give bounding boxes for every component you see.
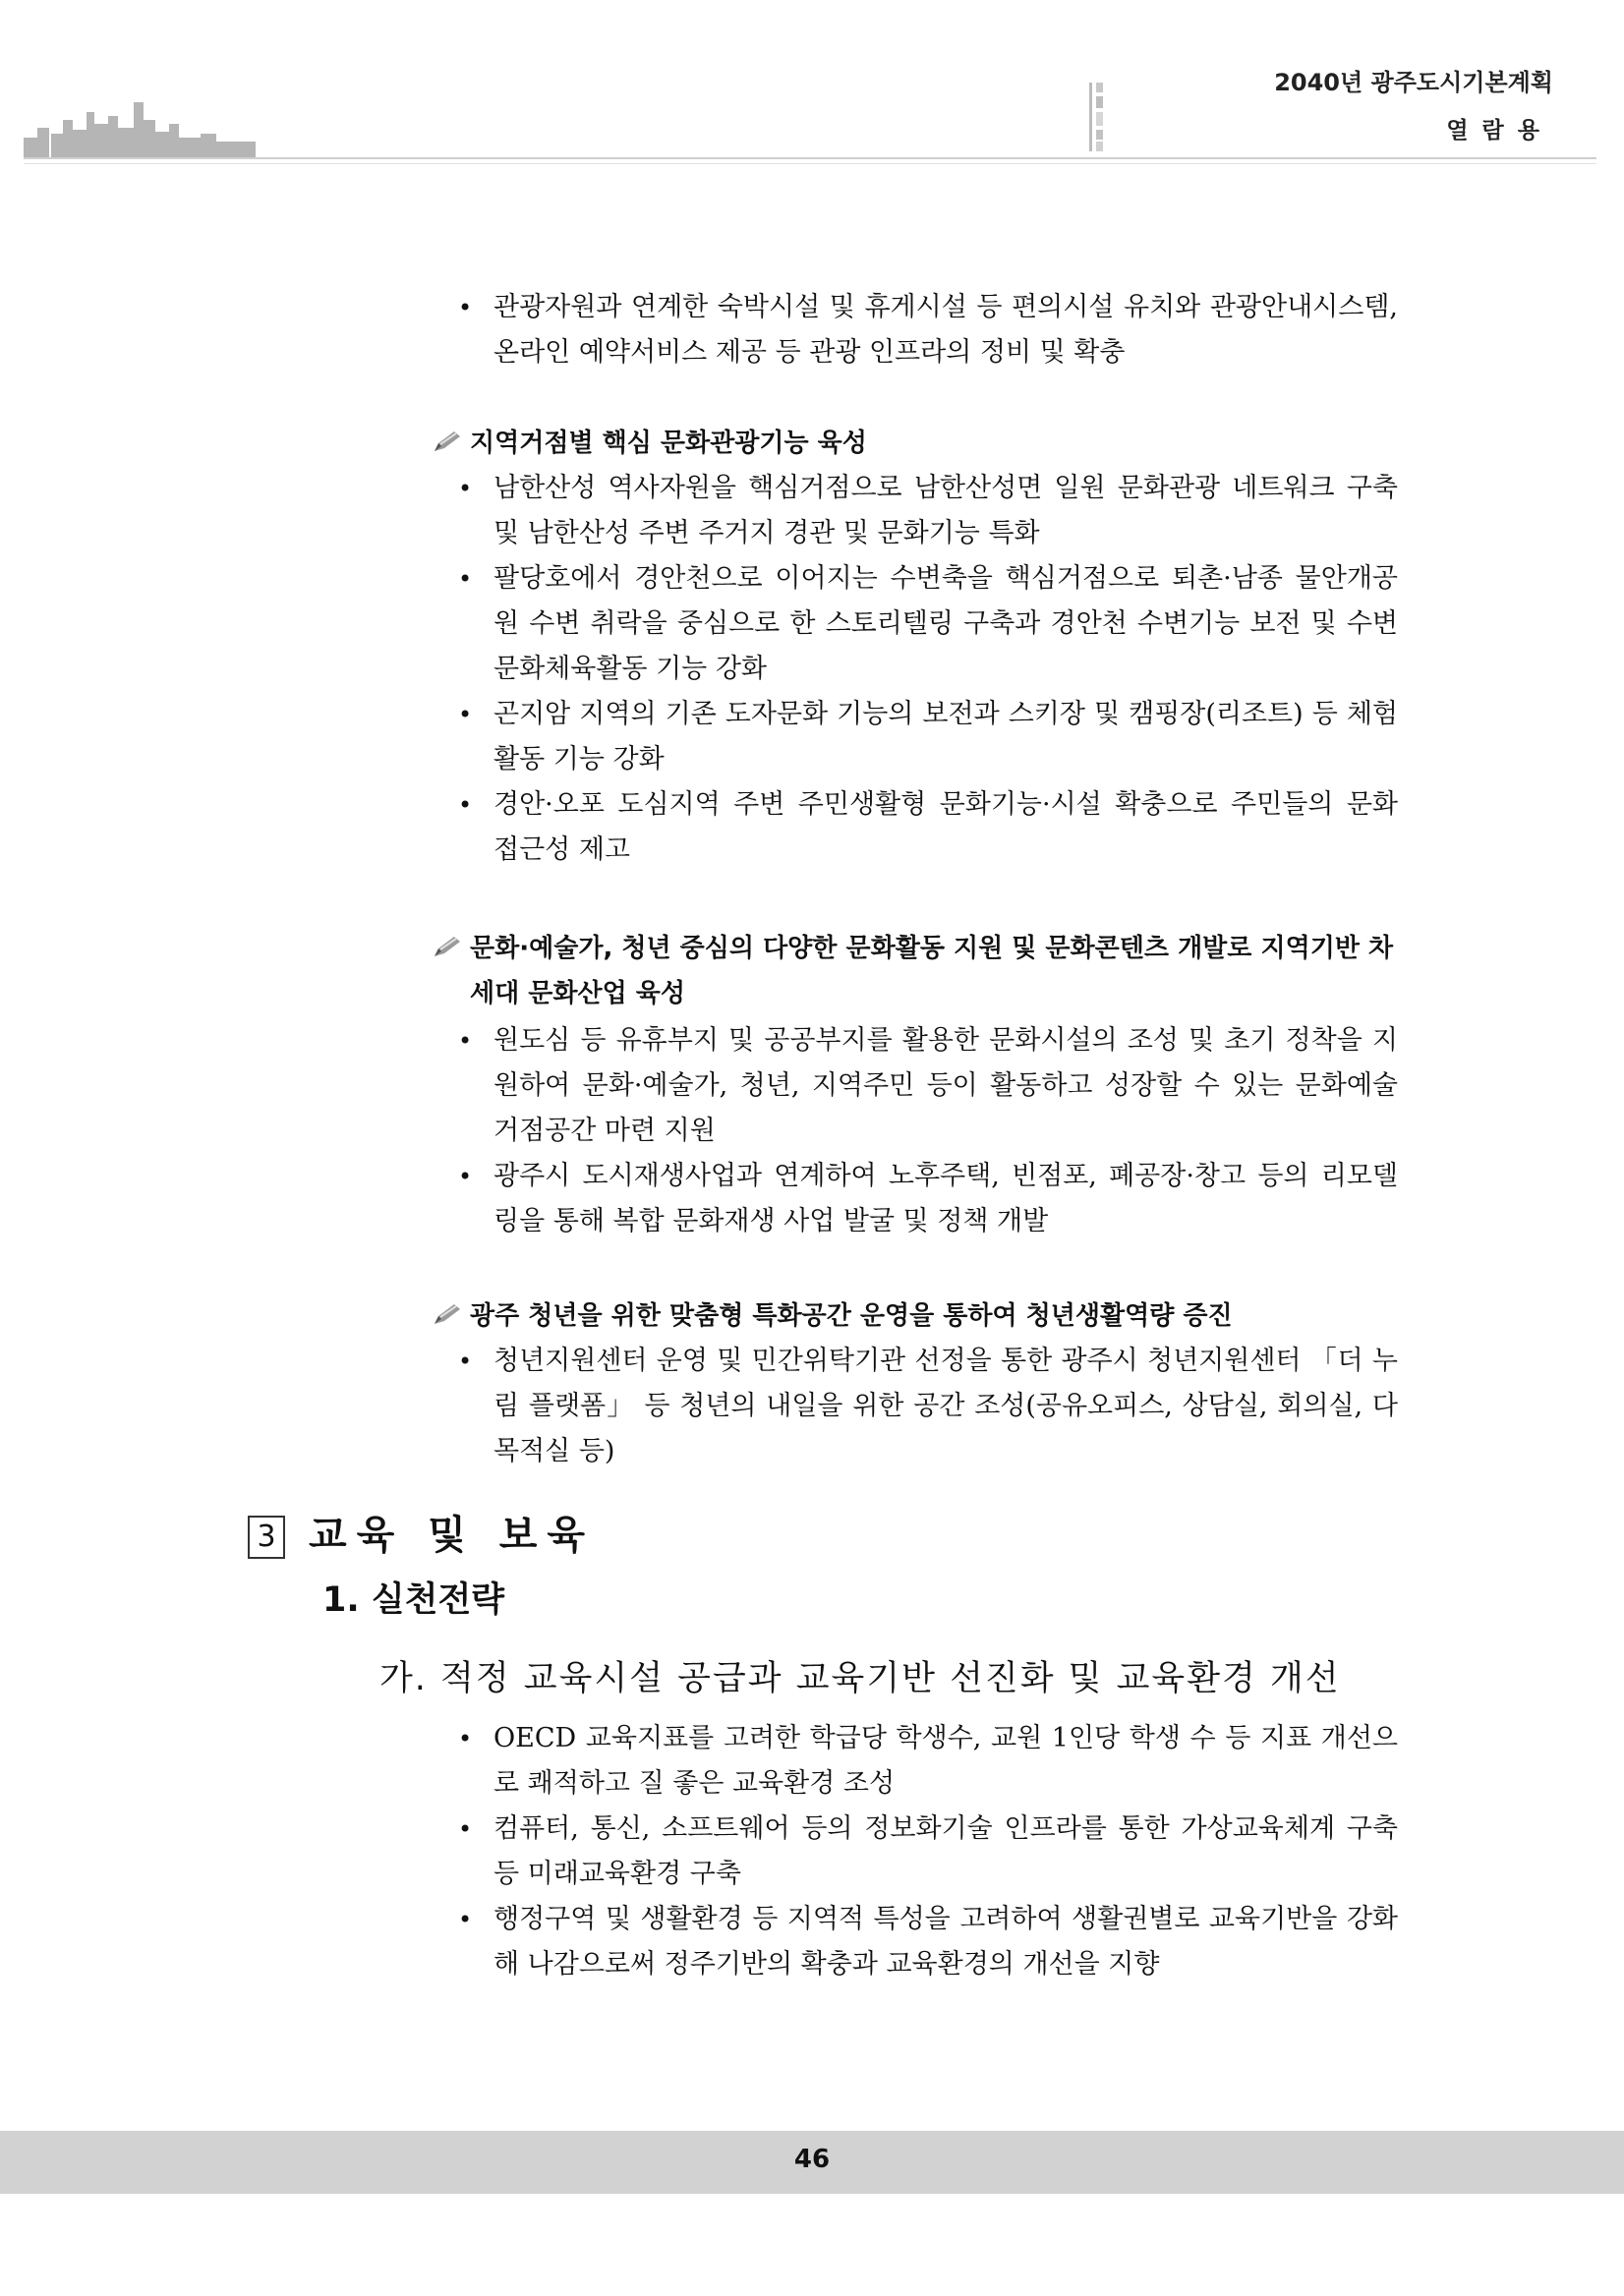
header-divider <box>24 157 1596 159</box>
list-item: • 경안·오포 도심지역 주변 주민생활형 문화기능·시설 확충으로 주민들의 문화 접근성 제고 <box>493 782 1398 873</box>
document-title: 2040년 광주도시기본계획 <box>1274 69 1553 96</box>
subheading-text: 문화·예술가, 청년 중심의 다양한 문화활동 지원 및 문화콘텐츠 개발로 지역기반 차세대 문화산업 육성 <box>470 934 1394 1008</box>
subheading <box>433 926 1416 1016</box>
list-item: • 광주시 도시재생사업과 연계하여 노후주택, 빈점포, 폐공장·창고 등의 리모델링을 통해 복합 문화재생 사업 발굴 및 정책 개발 <box>493 1154 1398 1244</box>
section-number: 3 <box>248 1516 285 1559</box>
pencil-icon <box>433 430 462 453</box>
list-item: • 곤지암 지역의 기존 도자문화 기능의 보전과 스키장 및 캠핑장(리조트) 등 체험활동 기능 강화 <box>493 692 1398 782</box>
subheading <box>433 421 1416 466</box>
list-item: • 원도심 등 유휴부지 및 공공부지를 활용한 문화시설의 조성 및 초기 정착을 지원하여 문화·예술가, 청년, 지역주민 등이 활동하고 성장할 수 있는 문화예술 거점공간 마련 지원 <box>493 1018 1398 1154</box>
subheading-text: 광주 청년을 위한 맞춤형 특화공간 운영을 통하여 청년생활역량 증진 <box>470 1301 1233 1331</box>
document-subtitle: 열람용 <box>1446 118 1553 144</box>
page-footer <box>0 2131 1624 2194</box>
section-title: 교육 및 보육 <box>309 1513 596 1558</box>
list-item: • 컴퓨터, 통신, 소프트웨어 등의 정보화기술 인프라를 통한 가상교육체계 구축 등 미래교육환경 구축 <box>493 1807 1398 1897</box>
pencil-icon <box>433 935 462 958</box>
header-separator <box>1089 83 1105 151</box>
list-item: • OECD 교육지표를 고려한 학급당 학생수, 교원 1인당 학생 수 등 지표 개선으로 쾌적하고 질 좋은 교육환경 조성 <box>493 1716 1398 1807</box>
list-item: • 관광자원과 연계한 숙박시설 및 휴게시설 등 편의시설 유치와 관광안내시스템, 온라인 예약서비스 제공 등 관광 인프라의 정비 및 확충 <box>493 285 1398 375</box>
page-number: 46 <box>793 2145 831 2174</box>
list-item: • 팔당호에서 경안천으로 이어지는 수변축을 핵심거점으로 퇴촌·남종 물안개공원 수변 취락을 중심으로 한 스토리텔링 구축과 경안천 수변기능 보전 및 수변 문화체육활동 기능 강화 <box>493 556 1398 692</box>
pencil-icon <box>433 1302 462 1326</box>
list-item: • 청년지원센터 운영 및 민간위탁기관 선정을 통한 광주시 청년지원센터 「더 누림 플랫폼」 등 청년의 내일을 위한 공간 조성(공유오피스, 상담실, 회의실, 다목적실 등) <box>493 1339 1398 1474</box>
city-skyline-logo <box>24 94 260 159</box>
chapter-heading: 1. 실천전략 <box>322 1580 505 1620</box>
subheading <box>433 1293 1416 1339</box>
list-item: • 행정구역 및 생활환경 등 지역적 특성을 고려하여 생활권별로 교육기반을 강화해 나감으로써 정주기반의 확충과 교육환경의 개선을 지향 <box>493 1897 1398 1987</box>
header-divider-secondary <box>24 163 1596 164</box>
page-header <box>0 0 1624 167</box>
subheading-text: 지역거점별 핵심 문화관광기능 육성 <box>470 429 867 458</box>
subsection-heading: 가. 적정 교육시설 공급과 교육기반 선진화 및 교육환경 개선 <box>379 1659 1341 1698</box>
section-heading <box>248 1504 595 1560</box>
list-item: • 남한산성 역사자원을 핵심거점으로 남한산성면 일원 문화관광 네트워크 구축 및 남한산성 주변 주거지 경관 및 문화기능 특화 <box>493 466 1398 556</box>
